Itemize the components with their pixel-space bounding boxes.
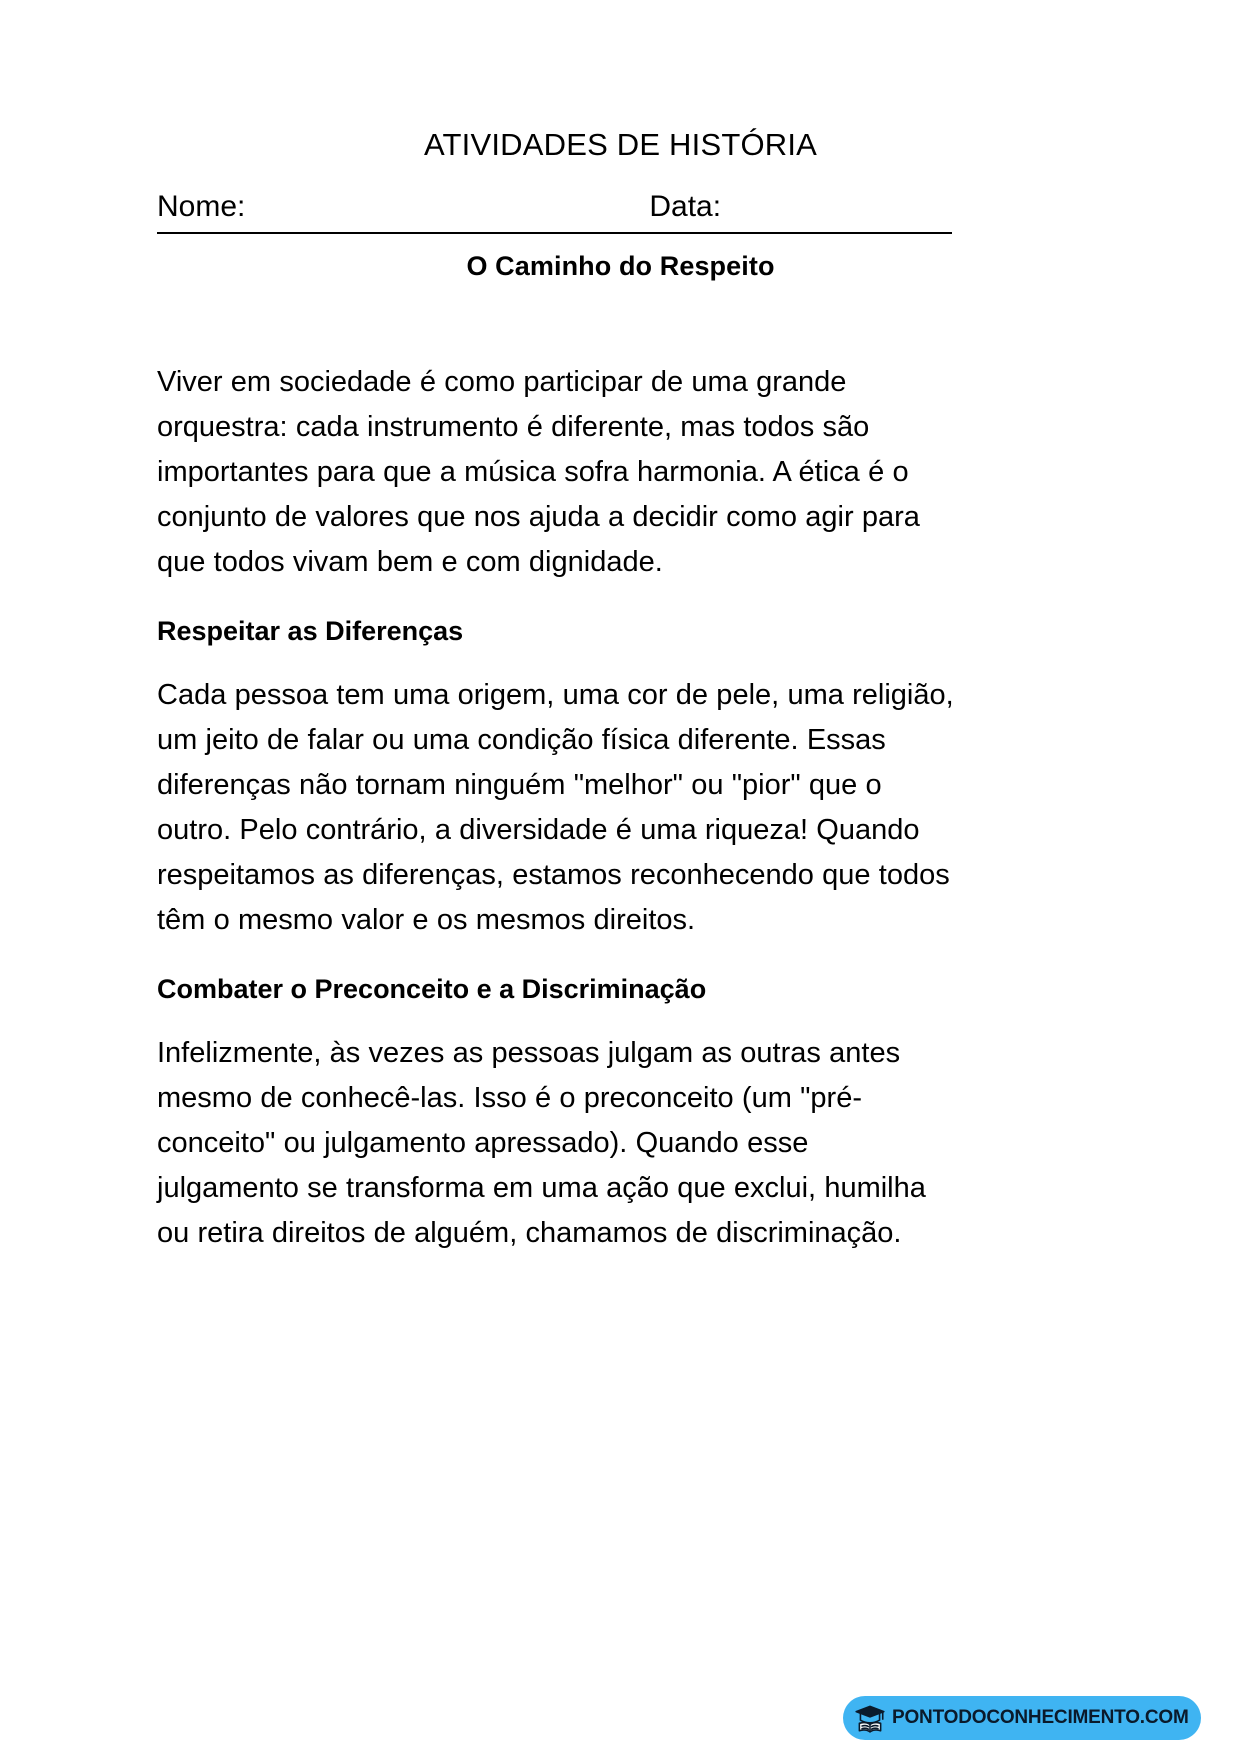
page-title: ATIVIDADES DE HISTÓRIA [423, 127, 818, 162]
site-logo[interactable] [843, 1696, 1201, 1740]
date-field-label: Data: [649, 190, 722, 223]
header-divider [157, 232, 952, 234]
name-field-label: Nome: [157, 190, 246, 223]
student-info-row [157, 190, 952, 224]
site-logo-text: PONTODOCONHECIMENTO.COM [892, 1707, 1189, 1728]
intro-paragraph: Viver em sociedade é como participar de uma grande orquestra: cada instrumento é diferente, mas todos são importantes para que a música sofra harmonia. A ética é o conjunto de valores que nos ajuda a decidir como agir para que todos vivam bem e com dignidade. [157, 366, 920, 578]
document-subtitle: O Caminho do Respeito [466, 251, 775, 281]
section-body-combater-o-preconceito: Infelizmente, às vezes as pessoas julgam as outras antes mesmo de conhecê-las. Isso é o preconceito (um "pré-conceito" ou julgamento apressado). Quando esse julgamento se transforma em uma ação que exclui, humilha ou retira direitos de alguém, chamamos de discriminação. [157, 1037, 926, 1249]
document-body [157, 360, 957, 1280]
section-body-respeitar-as-diferencas: Cada pessoa tem uma origem, uma cor de pele, uma religião, um jeito de falar ou uma condição física diferente. Essas diferenças não tornam ninguém "melhor" ou "pior" que o outro. Pelo contrário, a diversidade é uma riqueza! Quando respeitamos as diferenças, estamos reconhecendo que todos têm o mesmo valor e os mesmos direitos. [157, 679, 954, 936]
section-heading-combater-o-preconceito: Combater o Preconceito e a Discriminação [157, 974, 707, 1004]
section-heading-respeitar-as-diferencas: Respeitar as Diferenças [157, 616, 464, 646]
graduation-cap-book-icon [853, 1701, 887, 1735]
